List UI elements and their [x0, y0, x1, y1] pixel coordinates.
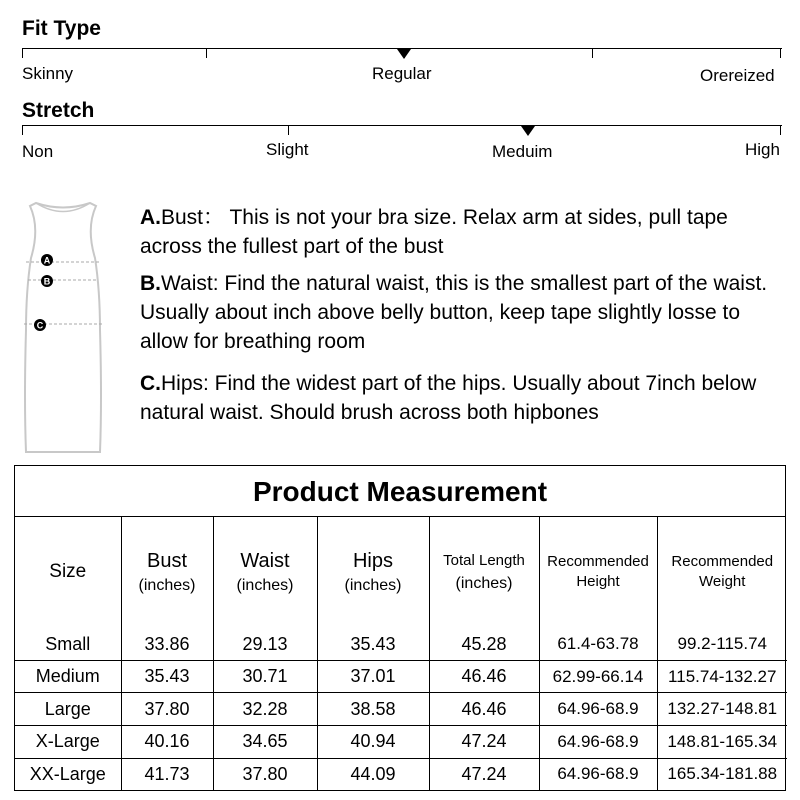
fit-type-tick: [206, 49, 207, 58]
stretch-title: Stretch: [22, 99, 95, 122]
cell-bust: 40.16: [121, 726, 213, 759]
cell-waist: 37.80: [213, 758, 317, 790]
cell-recommended-height: 64.96-68.9: [539, 758, 657, 790]
dress-figure-icon: [18, 200, 108, 458]
stretch-label: High: [745, 140, 780, 159]
cell-total-length: 46.46: [429, 693, 539, 726]
hips-instruction: [140, 369, 770, 427]
cell-recommended-height: 61.4-63.78: [539, 629, 657, 661]
bust-point-letter: A: [43, 255, 51, 266]
cell-bust: 37.80: [121, 693, 213, 726]
measurement-table: [14, 465, 786, 791]
cell-recommended-weight: 115.74-132.27: [657, 660, 787, 693]
cell-total-length: 45.28: [429, 629, 539, 661]
fit-type-scale: [22, 48, 782, 49]
stretch-label: Meduim: [492, 142, 553, 161]
header-waist: Waist (inches): [213, 516, 317, 629]
table-row: [15, 629, 787, 661]
bust-instruction: [140, 203, 780, 261]
table-row: [15, 758, 787, 790]
waist-key: B.: [140, 272, 161, 295]
cell-recommended-height: 64.96-68.9: [539, 726, 657, 759]
stretch-label: Slight: [266, 140, 309, 159]
cell-total-length: 47.24: [429, 758, 539, 790]
fit-type-selected-marker: [397, 49, 411, 59]
header-total-length: Total Length (inches): [429, 516, 539, 629]
cell-size: Large: [15, 693, 121, 726]
cell-waist: 34.65: [213, 726, 317, 759]
cell-hips: 44.09: [317, 758, 429, 790]
waist-instruction: [140, 269, 790, 356]
stretch-label: Non: [22, 142, 54, 161]
fit-type-label: Orereized: [700, 66, 775, 85]
header-size: Size: [15, 516, 121, 629]
cell-recommended-weight: 148.81-165.34: [657, 726, 787, 759]
cell-bust: 41.73: [121, 758, 213, 790]
cell-total-length: 46.46: [429, 660, 539, 693]
header-recommended-height: Recommended Height: [539, 516, 657, 629]
table-row: [15, 726, 787, 759]
stretch-tick: [22, 126, 23, 135]
hips-text: Hips: Find the widest part of the hips. Usually about 7inch below natural waist. Should brush across both hipbones: [140, 372, 757, 424]
stretch-tick: [288, 126, 289, 135]
hips-key: C.: [140, 372, 161, 395]
cell-recommended-weight: 99.2-115.74: [657, 629, 787, 661]
fit-type-title: Fit Type: [22, 17, 101, 40]
cell-hips: 37.01: [317, 660, 429, 693]
table-row: [15, 660, 787, 693]
bust-key: A.: [140, 206, 161, 229]
waist-point-letter: B: [43, 276, 51, 287]
cell-size: X-Large: [15, 726, 121, 759]
bust-text: Bust： This is not your bra size. Relax arm at sides, pull tape across the fullest part of the bust: [140, 206, 728, 258]
cell-bust: 33.86: [121, 629, 213, 661]
header-bust: Bust (inches): [121, 516, 213, 629]
fit-type-label: Regular: [372, 64, 432, 83]
fit-type-tick: [22, 49, 23, 58]
cell-size: Medium: [15, 660, 121, 693]
cell-waist: 30.71: [213, 660, 317, 693]
cell-recommended-weight: 132.27-148.81: [657, 693, 787, 726]
header-hips: Hips (inches): [317, 516, 429, 629]
cell-recommended-height: 64.96-68.9: [539, 693, 657, 726]
cell-waist: 29.13: [213, 629, 317, 661]
cell-size: XX-Large: [15, 758, 121, 790]
cell-total-length: 47.24: [429, 726, 539, 759]
stretch-selected-marker: [521, 126, 535, 136]
stretch-scale: [22, 125, 782, 126]
cell-recommended-weight: 165.34-181.88: [657, 758, 787, 790]
fit-type-tick: [780, 49, 781, 58]
cell-recommended-height: 62.99-66.14: [539, 660, 657, 693]
cell-hips: 38.58: [317, 693, 429, 726]
hips-point-letter: C: [36, 320, 44, 331]
fit-type-tick: [592, 49, 593, 58]
cell-hips: 40.94: [317, 726, 429, 759]
table-row: [15, 693, 787, 726]
table-header-row: [15, 516, 787, 629]
cell-waist: 32.28: [213, 693, 317, 726]
fit-type-label: Skinny: [22, 64, 74, 83]
cell-size: Small: [15, 629, 121, 661]
cell-bust: 35.43: [121, 660, 213, 693]
header-recommended-weight: Recommended Weight: [657, 516, 787, 629]
waist-text: Waist: Find the natural waist, this is the smallest part of the waist. Usually about inch above belly button, keep tape slightly losse to allow for breathing room: [140, 272, 768, 353]
table-title: Product Measurement: [15, 466, 785, 517]
cell-hips: 35.43: [317, 629, 429, 661]
stretch-tick: [780, 126, 781, 135]
